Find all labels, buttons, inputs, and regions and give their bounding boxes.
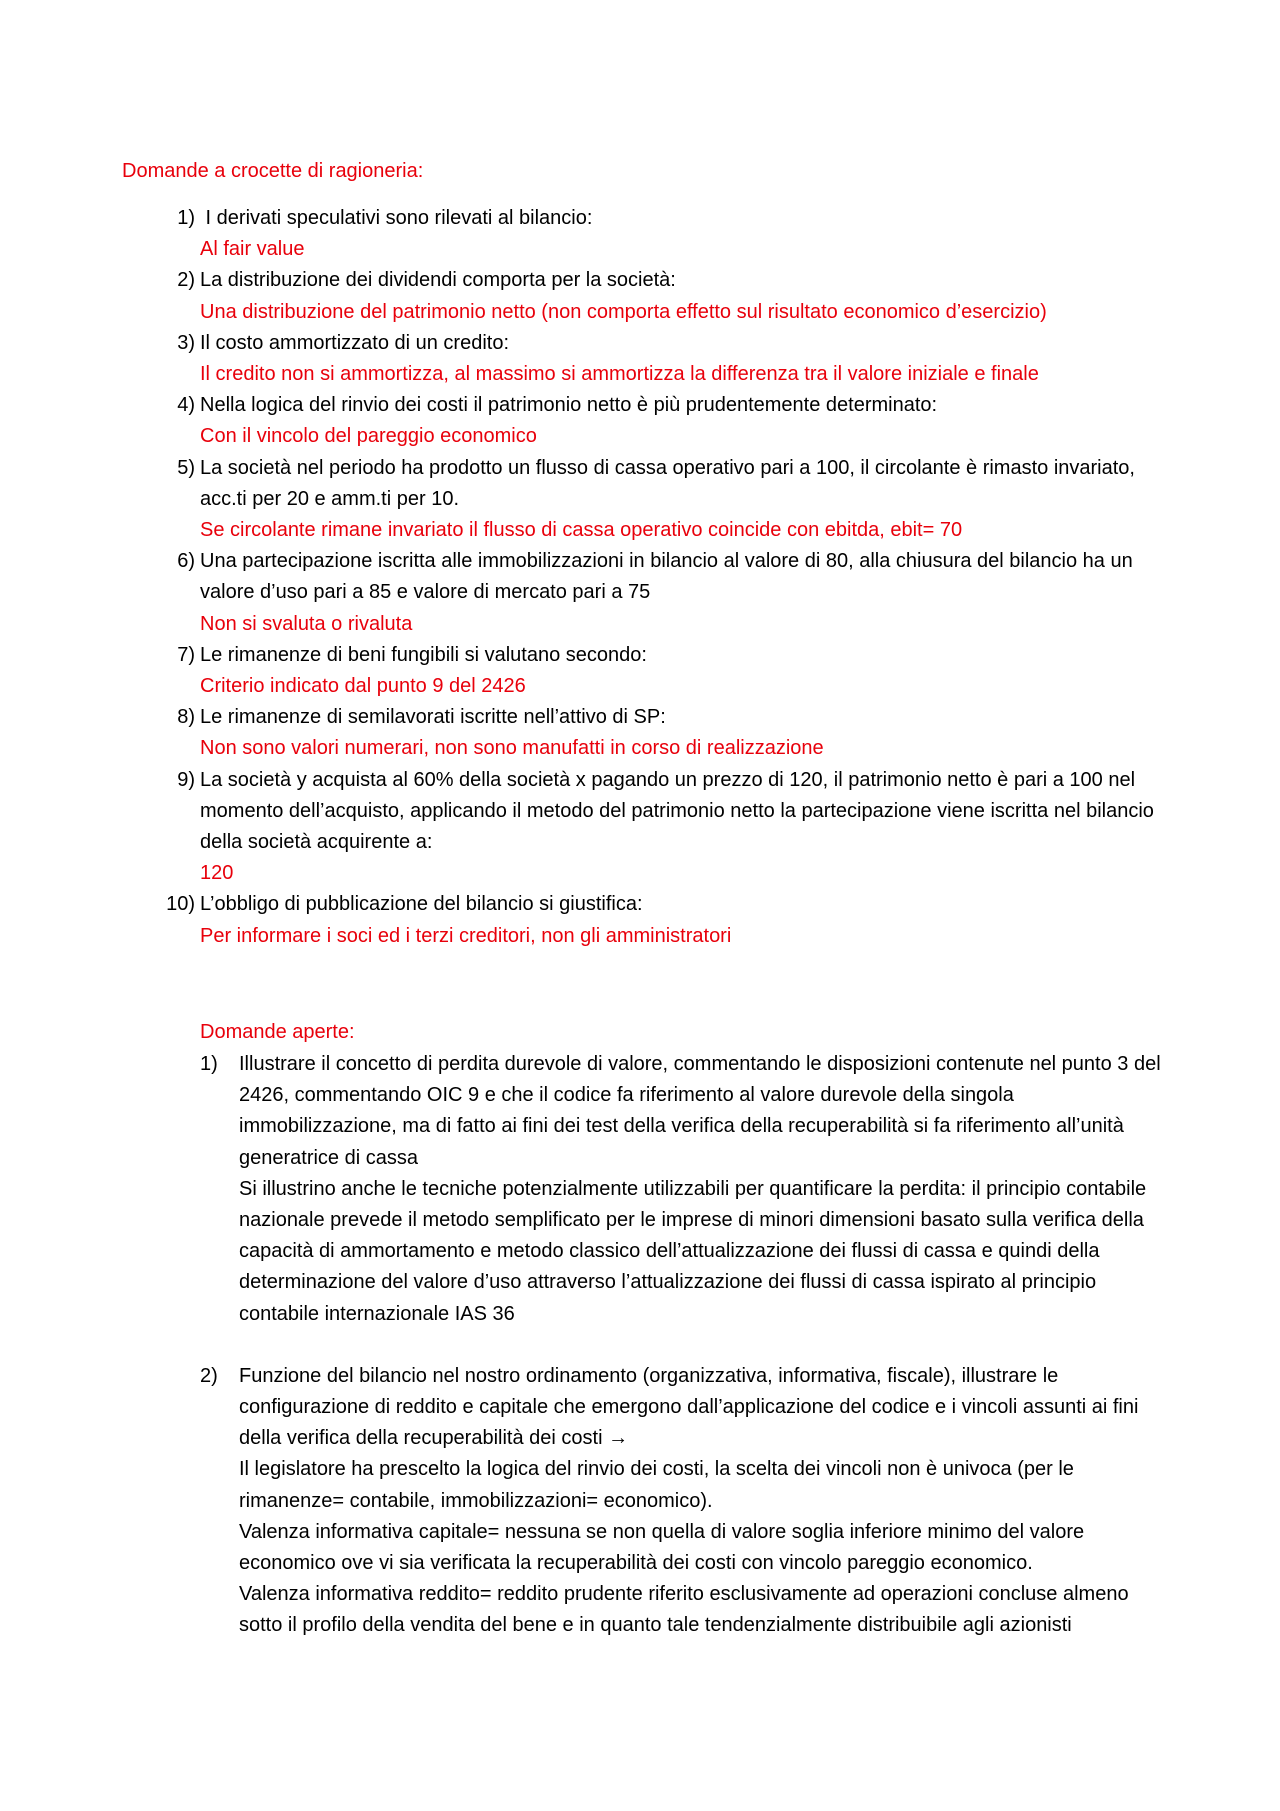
open-question-item: [0, 1361, 1280, 1642]
mc-number: 7): [177, 643, 195, 666]
mc-number: 10): [166, 893, 195, 916]
open-question-number: 1): [200, 1053, 218, 1075]
mc-number: 2): [177, 269, 195, 292]
mc-answer: Non sono valori numerari, non sono manufatti in corso di realizzazione: [200, 737, 824, 760]
mc-answer: Il credito non si ammortizza, al massimo si ammortizza la differenza tra il valore iniziale e finale: [200, 363, 1039, 386]
mc-answer: Con il vincolo del pareggio economico: [200, 425, 537, 448]
open-question-paragraph: Illustrare il concetto di perdita durevole di valore, commentando le disposizioni contenute nel punto 3 del 2426, commentando OIC 9 e che il codice fa riferimento al valore durevole della singola immobilizzazione, ma di fatto ai fini dei test della verifica della recuperabilità si fa riferimento all’unità generatrice di cassa: [239, 1053, 1161, 1169]
mc-item: [0, 765, 1280, 890]
mc-question: La distribuzione dei dividendi comporta per la società:: [200, 269, 676, 292]
mc-number: 5): [177, 456, 195, 479]
mc-answer: Al fair value: [200, 238, 305, 261]
mc-item: [0, 265, 1280, 327]
mc-question: La società y acquista al 60% della società x pagando un prezzo di 120, il patrimonio netto è pari a 100 nel momento dell’acquisto, applicando il metodo del patrimonio netto la partecipazione viene iscritta nel bilancio della società acquirente a:: [200, 768, 1154, 854]
open-questions-list: [0, 1049, 1280, 1642]
open-question-paragraph: Valenza informativa reddito= reddito prudente riferito esclusivamente ad operazioni concluse almeno sotto il profilo della vendita del bene e in quanto tale tendenzialmente distribuibile agli azionisti: [239, 1583, 1129, 1637]
open-question-paragraph: Funzione del bilancio nel nostro ordinamento (organizzativa, informativa, fiscale), illustrare le configurazione di reddito e capitale che emergono dall’applicazione del codice e i vincoli assunti ai fini della verifica della recuperabilità dei costi →: [239, 1364, 1139, 1450]
mc-answer: Criterio indicato dal punto 9 del 2426: [200, 675, 526, 698]
mc-answer: 120: [200, 862, 234, 885]
mc-answer: Non si svaluta o rivaluta: [200, 612, 413, 635]
mc-number: 4): [177, 394, 195, 417]
mc-number: 9): [177, 768, 195, 791]
mc-number: 3): [177, 331, 195, 354]
mc-number: 1): [177, 207, 195, 229]
open-question-paragraph: Si illustrino anche le tecniche potenzialmente utilizzabili per quantificare la perdita: il principio contabile nazionale prevede il metodo semplificato per le imprese di minori dimensioni basato sulla verifica della capacità di ammortamento e metodo classico dell’attualizzazione dei flussi di cassa e quindi della determinazione del valore d’uso attraverso l’attualizzazione dei flussi di cassa ispirato al principio contabile internazionale IAS 36: [239, 1177, 1147, 1325]
mc-item: [0, 889, 1280, 951]
mc-question: Il costo ammortizzato di un credito:: [200, 331, 510, 354]
mc-item: [0, 390, 1280, 452]
mc-item: [0, 702, 1280, 764]
multiple-choice-list: [0, 203, 1280, 952]
open-question-paragraph: Il legislatore ha prescelto la logica del rinvio dei costi, la scelta dei vincoli non è univoca (per le rimanenze= contabile, immobilizzazioni= economico).: [239, 1458, 1074, 1512]
mc-item: [0, 453, 1280, 547]
mc-question: Le rimanenze di beni fungibili si valutano secondo:: [200, 643, 647, 666]
mc-question: La società nel periodo ha prodotto un flusso di cassa operativo pari a 100, il circolante è rimasto invariato, acc.ti per 20 e amm.ti per 10.: [200, 456, 1135, 510]
mc-item: [0, 546, 1280, 640]
mc-question: Una partecipazione iscritta alle immobilizzazioni in bilancio al valore di 80, alla chiusura del bilancio ha un valore d’uso pari a 85 e valore di mercato pari a 75: [200, 550, 1133, 604]
multiple-choice-heading: Domande a crocette di ragioneria:: [122, 160, 424, 182]
open-question-item: [0, 1049, 1280, 1330]
mc-answer: Una distribuzione del patrimonio netto (non comporta effetto sul risultato economico d’esercizio): [200, 300, 1047, 323]
mc-question: Le rimanenze di semilavorati iscritte nell’attivo di SP:: [200, 706, 666, 729]
mc-question: L’obbligo di pubblicazione del bilancio si giustifica:: [200, 893, 643, 916]
open-question-paragraph: Valenza informativa capitale= nessuna se non quella di valore soglia inferiore minimo del valore economico ove vi sia verificata la recuperabilità dei costi con vincolo pareggio economico.: [239, 1520, 1085, 1575]
mc-item: [0, 640, 1280, 702]
mc-number: 8): [177, 706, 195, 729]
mc-item: [0, 328, 1280, 390]
mc-item: [0, 203, 1280, 265]
mc-question: Nella logica del rinvio dei costi il patrimonio netto è più prudentemente determinato:: [200, 394, 938, 417]
mc-question: I derivati speculativi sono rilevati al bilancio:: [200, 207, 593, 229]
mc-answer: Se circolante rimane invariato il flusso di cassa operativo coincide con ebitda, ebit= 70: [200, 519, 963, 542]
mc-answer: Per informare i soci ed i terzi creditori, non gli amministratori: [200, 924, 732, 947]
open-question-number: 2): [200, 1364, 218, 1387]
mc-number: 6): [177, 550, 195, 573]
open-questions-heading: Domande aperte:: [200, 1021, 355, 1043]
